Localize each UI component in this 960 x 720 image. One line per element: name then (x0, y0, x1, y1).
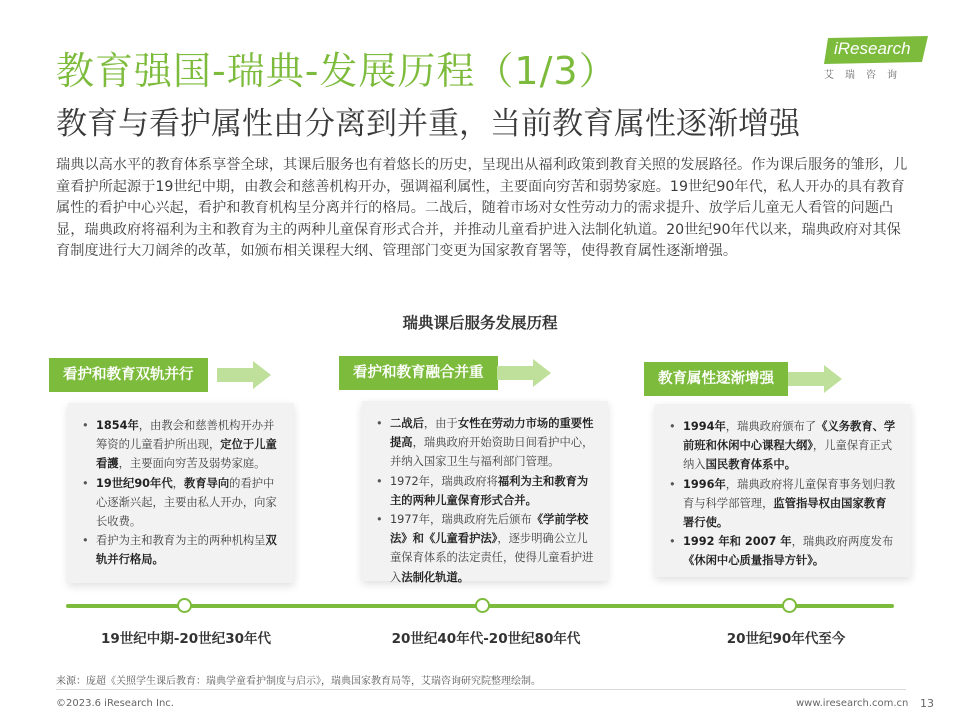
footer-divider (56, 689, 906, 690)
stage-header-3 (644, 362, 842, 396)
stage-1-item (96, 416, 280, 474)
website-link[interactable]: www.iresearch.com.cn (796, 698, 909, 709)
stage-3-item (683, 532, 897, 570)
item-text-segment: 双轨并行格局。 (96, 534, 277, 567)
item-text-segment: ，由于 (423, 417, 458, 430)
stage-2-list (362, 401, 608, 587)
item-text-segment: ，逐步明确公立儿童保育体系的法定责任，使得儿童看护进入 (390, 532, 594, 584)
item-text-segment: 1972年，瑞典政府将 (390, 474, 498, 488)
item-text-segment: 定位于儿童看護 (96, 438, 277, 471)
item-text-segment: 看护为主和教育为主的两种机构呈 (96, 534, 266, 548)
arrow-right-icon (497, 359, 551, 387)
stage-3-item (683, 475, 897, 533)
item-text-segment: ，由教会和慈善机构开办并筹资的儿童看护所出现， (96, 419, 275, 452)
timeline-dot-1 (177, 598, 192, 613)
item-text-segment: 1994年 (683, 420, 726, 433)
timeline (66, 601, 894, 611)
item-text-segment: 法制化轨道。 (401, 570, 470, 584)
logo-text: iResearch (834, 39, 911, 58)
item-text-segment: 1996年 (683, 477, 726, 491)
stage-label-2: 看护和教育融合并重 (339, 356, 498, 390)
copyright: ©2023.6 iResearch Inc. (56, 698, 174, 709)
item-text-segment: 国民教育体系中。 (705, 458, 796, 472)
timeline-dot-3 (782, 598, 797, 613)
stage-panel-3 (655, 404, 911, 577)
page-subtitle: 教育与看护属性由分离到并重，当前教育属性逐渐增强 (56, 106, 800, 142)
stage-3-item (683, 417, 897, 475)
item-text-segment: 女性在劳动力市场的重要性提高 (390, 417, 594, 450)
stage-2-item (390, 510, 594, 587)
arrow-right-icon (217, 361, 271, 389)
stage-3-list (655, 404, 911, 571)
item-text-segment: ，瑞典政府开始资助日间看护中心，并纳入国家卫生与福利部门管理。 (390, 436, 594, 469)
item-text-segment: 二战后 (390, 417, 424, 430)
stage-label-1: 看护和教育双轨并行 (49, 358, 208, 392)
iresearch-logo (824, 36, 928, 84)
stage-label-3: 教育属性逐渐增强 (644, 362, 788, 396)
stage-panel-2 (362, 401, 608, 584)
item-text-segment: 福利为主和教育为主的两种儿童保育形式合并。 (390, 474, 589, 507)
page-number: 13 (920, 697, 934, 710)
item-text-segment: ，儿童保育正式纳入 (683, 439, 893, 472)
item-text-segment: 监管指导权由国家教育署行使。 (683, 496, 887, 530)
stage-2-item (390, 414, 594, 472)
source-note: 来源：庞超《关照学生课后教育：瑞典学童看护制度与启示》，瑞典国家教育局等，艾瑞咨询研究院整理绘制。 (56, 676, 541, 687)
era-label-1: 19世纪中期-20世纪30年代 (101, 631, 271, 647)
item-text-segment: ， (172, 476, 184, 490)
item-text-segment: 1992 年和 2007 年 (683, 535, 792, 549)
stage-2-item (390, 472, 594, 510)
logo-subtext: 艾瑞咨询 (824, 70, 908, 81)
item-text-segment: ，主要面向穷苦及弱势家庭。 (118, 457, 266, 471)
item-text-segment: ，瑞典政府两度发布 (791, 535, 894, 549)
stage-header-2 (339, 356, 551, 390)
stage-1-list (68, 403, 294, 570)
stage-header-1 (49, 358, 271, 392)
stage-1-item (96, 531, 280, 569)
page-title: 教育强国-瑞典-发展历程（1/3） (56, 49, 618, 93)
item-text-segment: 《学前学校法》和《儿童看护法》 (390, 513, 589, 546)
arrow-right-icon (788, 365, 842, 393)
era-label-3: 20世纪90年代至今 (726, 631, 846, 647)
item-text-segment: 《义务教育、学前班和休闲中心课程大纲》 (683, 420, 896, 453)
item-text-segment: 教育导向 (183, 476, 230, 490)
stage-panel-1 (68, 403, 294, 583)
item-text-segment: 19世纪90年代 (96, 476, 173, 490)
section-title: 瑞典课后服务发展历程 (402, 314, 558, 332)
item-text-segment: 《休闲中心质量指导方针》。 (683, 554, 825, 568)
item-text-segment: 1854年 (96, 419, 139, 432)
stage-1-item (96, 474, 280, 532)
era-label-2: 20世纪40年代-20世纪80年代 (391, 631, 581, 647)
timeline-dot-2 (475, 598, 490, 613)
item-text-segment: 的看护中心逐渐兴起，主要由私人开办，向家长收费。 (96, 476, 277, 529)
item-text-segment: ，瑞典政府颁布了 (725, 420, 817, 433)
item-text-segment: ，瑞典政府将儿童保育事务划归教育与科学部管理， (683, 477, 896, 510)
intro-paragraph (56, 155, 908, 263)
item-text-segment: 1977年，瑞典政府先后颁布 (390, 513, 532, 527)
intro-text: 瑞典以高水平的教育体系享誉全球，其课后服务也有着悠长的历史，呈现出从福利政策到教育关照的发展路径。作为课后服务的雏形，儿童看护所起源于19世纪中期，由教会和慈善机构开办，强调福利属性，主要面向穷苦和弱势家庭。19世纪90年代，私人开办的具有教育属性的看护中心兴起，看护和教育机构呈分离并行的格局。二战后，随着市场对女性劳动力的需求提升、放学后儿童无人看管的问题凸显，瑞典政府将福利为主和教育为主的两种儿童保育形式合并，并推动儿童看护进入法制化轨道。20世纪90年代以来，瑞典政府对其保育制度进行大刀阔斧的改革，如颁布相关课程大纲、管理部门变更为国家教育署等，使得教育属性逐渐增强。 (56, 157, 908, 259)
